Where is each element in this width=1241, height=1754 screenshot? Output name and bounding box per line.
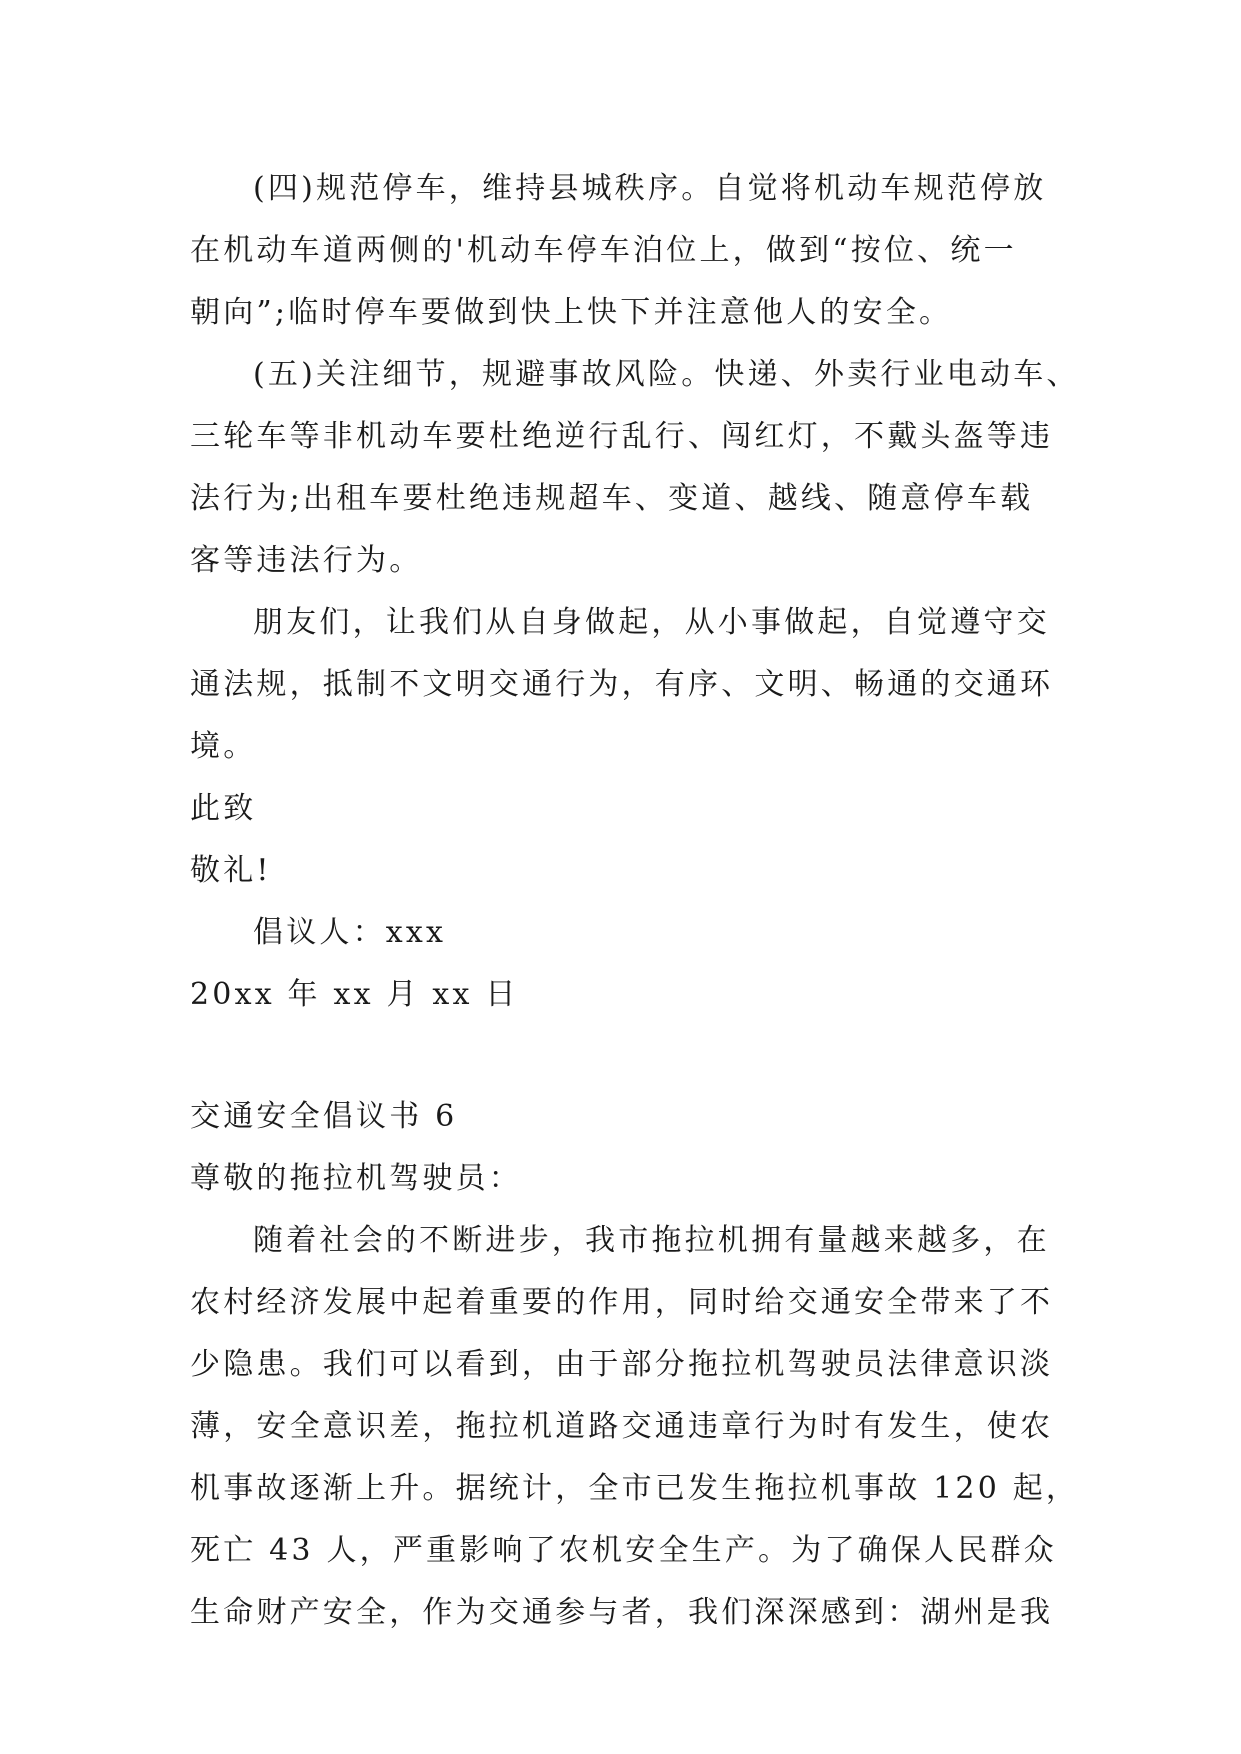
next-letter-title: 交通安全倡议书 6 [190, 1099, 458, 1134]
section4-line: (四)规范停车，维持县城秩序。自觉将机动车规范停放 [253, 171, 1047, 206]
next-body-line: 机事故逐渐上升。据统计，全市已发生拖拉机事故 120 起， [190, 1471, 1080, 1506]
next-body-line: 少隐患。我们可以看到，由于部分拖拉机驾驶员法律意识淡 [190, 1347, 1054, 1382]
section5-line: (五)关注细节，规避事故风险。快递、外卖行业电动车、 [253, 357, 1080, 392]
next-body-line: 农村经济发展中起着重要的作用，同时给交通安全带来了不 [190, 1285, 1054, 1320]
closing-paragraph-line: 朋友们，让我们从自身做起，从小事做起，自觉遵守交 [253, 605, 1050, 640]
next-letter-greeting: 尊敬的拖拉机驾驶员： [190, 1161, 522, 1196]
section5-line: 法行为;出租车要杜绝违规超车、变道、越线、随意停车载 [190, 481, 1034, 516]
document-page [190, 158, 1080, 1644]
section4-line: 在机动车道两侧的'机动车停车泊位上，做到“按位、统一 [190, 233, 1017, 268]
salutation-line-2: 敬礼! [190, 853, 272, 888]
section5-line: 三轮车等非机动车要杜绝逆行乱行、闯红灯，不戴头盔等违 [190, 419, 1054, 454]
date: 20xx 年 xx 月 xx 日 [190, 977, 519, 1012]
next-body-line: 随着社会的不断进步，我市拖拉机拥有量越来越多，在 [253, 1223, 1050, 1258]
closing-paragraph-line: 境。 [190, 729, 257, 764]
signer: 倡议人：xxx [253, 915, 447, 950]
closing-paragraph-line: 通法规，抵制不文明交通行为，有序、文明、畅通的交通环 [190, 667, 1054, 702]
salutation-line-1: 此致 [190, 791, 257, 826]
section4-line: 朝向”;临时停车要做到快上快下并注意他人的安全。 [190, 295, 953, 330]
section-gap [190, 1026, 1050, 1086]
next-body-line: 死亡 43 人，严重影响了农机安全生产。为了确保人民群众 [190, 1533, 1057, 1568]
next-body-line: 薄，安全意识差，拖拉机道路交通违章行为时有发生，使农 [190, 1409, 1054, 1444]
section5-line: 客等违法行为。 [190, 543, 423, 578]
next-body-line: 生命财产安全，作为交通参与者，我们深深感到：湖州是我 [190, 1595, 1054, 1630]
